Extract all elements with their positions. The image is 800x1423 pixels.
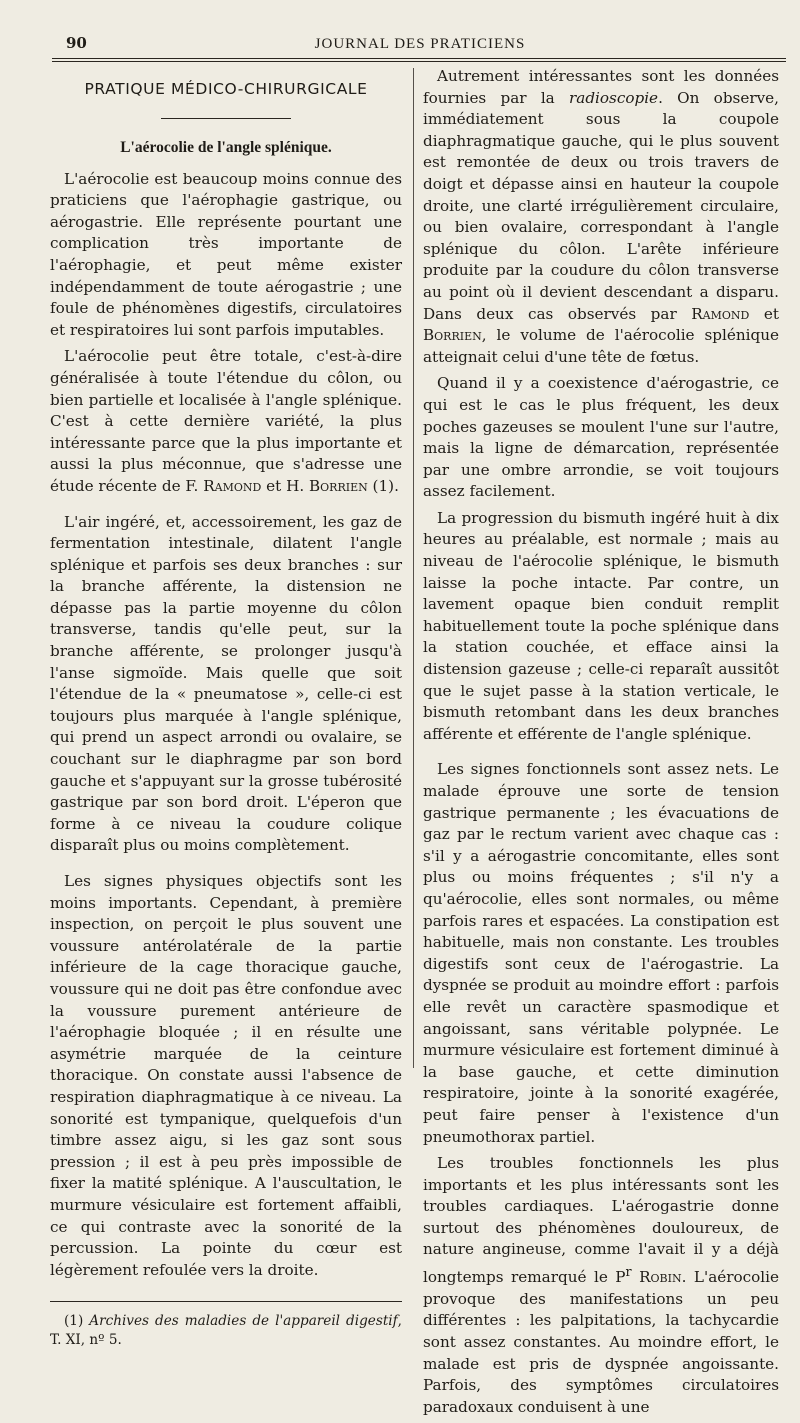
paragraph: L'aérocolie est beaucoup moins connue des praticiens que l'aérophagie gastrique, ou aérogastrie. Elle représente pourtant une complication très importante de l'aérophagie, et peut même exister indépendamment de toute aérogastrie ; une foule de phénomènes digestifs, circulatoires et respiratoires lui sont parfois imputables. — [50, 169, 402, 339]
author-name: Ramond — [203, 476, 262, 495]
header-rule — [52, 58, 786, 62]
emphasis: radioscopie — [569, 88, 659, 107]
footnote-ref: (1). — [367, 476, 399, 495]
column-divider — [413, 68, 414, 1068]
paragraph: Les signes physiques objectifs sont les moins importants. Cependant, à première inspection, on perçoit le plus souvent une voussure antérolatérale de la partie inférieure de la cage thoracique gauche, voussure qui ne doit pas être confondue avec la voussure purement antérieure de l'aérophagie bloquée ; il en résulte une asymétrie marquée de la ceinture thoracique. On constate aussi l'absence de respiration diaphragmatique à ce niveau. La sonorité est tympanique, quelquefois d'un timbre assez aigu, si les gaz sont sous pression ; il est à peu près impossible de fixer la matité splénique. A l'auscultation, le murmure vésiculaire est fortement affaibli, ce qui contraste avec la sonorité de la percussion. La pointe du cœur est légèrement refoulée vers la droite. — [50, 872, 402, 1279]
left-column — [50, 66, 402, 1355]
paragraph: Autrement intéressantes sont les données fournies par la radioscopie. On observe, immédiatement sous la coupole diaphragmatique gauche, qui le plus souvent est remontée de deux ou trois travers de doigt et dépasse ainsi en hauteur la coupole droite, une clarté irrégulièrement circulaire, ou bien ovalaire, correspondant à l'angle splénique du côlon. L'arête inférieure produite par la coudure du côlon transverse au point où il devient descendant a disparu. Dans deux cas observés par Ramond et Borrien, le volume de l'aérocolie splénique atteignait celui d'une tête de fœtus. — [423, 67, 779, 366]
article-title: L'aérocolie de l'angle splénique. — [120, 139, 332, 156]
footnote-source: Archives des maladies de l'appareil digestif — [89, 1313, 398, 1330]
paragraph: Quand il y a coexistence d'aérogastrie, ce qui est le cas le plus fréquent, les deux poches gazeuses se moulent l'une sur l'autre, mais la ligne de démarcation, représentée par une ombre arrondie, se voit toujours assez facilement. — [423, 374, 779, 501]
paragraph: L'aérocolie peut être totale, c'est-à-dire généralisée à toute l'étendue du côlon, ou bien partielle et localisée à l'angle splénique. C'est à cette dernière variété, la plus intéressante parce que la plus importante et aussi la plus méconnue, que s'adresse une étude récente de F. Ramond et H. Borrien (1). — [50, 347, 402, 495]
paragraph: La progression du bismuth ingéré huit à dix heures au préalable, est normale ; mais au niveau de l'aérocolie splénique, le bismuth laisse la poche intacte. Par contre, un lavement opaque bien conduit remplit habituellement toute la poche splénique dans la station couchée, et efface ainsi la distension gazeuse ; celle-ci reparaît aussitôt que le sujet passe à la station verticale, le bismuth retombant dans les deux branches afférente et efférente de l'angle splénique. — [423, 508, 779, 743]
journal-title: JOURNAL DES PRATICIENS — [314, 36, 526, 52]
page-number: 90 — [66, 34, 87, 52]
author-name: Borrien — [308, 476, 368, 495]
footnote: (1) Archives des maladies de l'appareil digestif, T. XI, nº 5. — [50, 1313, 402, 1349]
running-head — [60, 30, 780, 56]
author-name: Borrien — [423, 326, 482, 345]
section-title: PRATIQUE MÉDICO-CHIRURGICALE — [84, 80, 368, 98]
author-name: Robin — [639, 1268, 682, 1287]
author-name: Ramond — [691, 304, 750, 323]
paragraph: L'air ingéré, et, accessoirement, les gaz de fermentation intestinale, dilatent l'angle splénique et parfois ses deux branches : sur la branche afférente, la distension ne dépasse pas la partie moyenne du côlon transverse, tandis qu'elle peut, sur la branche afférente, se prolonger jusqu'à l'anse sigmoïde. Mais quelle que soit l'étendue de la « pneumatose », celle-ci est toujours plus marquée à l'angle splénique, qui prend un aspect arrondi ou ovalaire, se couchant sur le diaphragme par son bord gauche et s'appuyant sur la grosse tubérosité gastrique par son bord droit. L'éperon que forme à ce niveau la coudure colique disparaît plus ou moins complètement. — [50, 512, 402, 855]
section-rule — [161, 118, 291, 119]
paragraph: Les troubles fonctionnels les plus importants et les plus intéressants sont les troubles cardiaques. L'aérogastrie donne surtout des phénomènes douloureux, de nature angineuse, comme l'avait il y a déjà longtemps remarqué le $P^r$ Robin. L'aérocolie provoque des manifestations un peu différentes : les palpitations, la tachycardie sont assez constantes. Au moindre effort, le malade est pris de dyspnée angoissante. Parfois, des symptômes circulatoires paradoxaux conduisent à une — [423, 1154, 779, 1416]
footnote-rule — [50, 1301, 402, 1302]
paragraph: Les signes fonctionnels sont assez nets. Le malade éprouve une sorte de tension gastrique permanente ; les évacuations de gaz par le rectum varient avec chaque cas : s'il y a aérogastrie concomitante, elles sont plus ou moins fréquentes ; s'il n'y a qu'aérocolie, elles sont normales, ou même parfois rares et espacées. La constipation est habituelle, mais non constante. Les troubles digestifs sont ceux de l'aérogastrie. La dyspnée se produit au moindre effort : parfois elle revêt un caractère spasmodique et angoissant, sans véritable polypnée. Le murmure vésiculaire est fortement diminué à la base gauche, et cette diminution respiratoire, jointe à la sonorité exagérée, peut faire penser à l'existence d'un pneumothorax partiel. — [423, 760, 779, 1146]
right-column — [423, 66, 779, 1423]
